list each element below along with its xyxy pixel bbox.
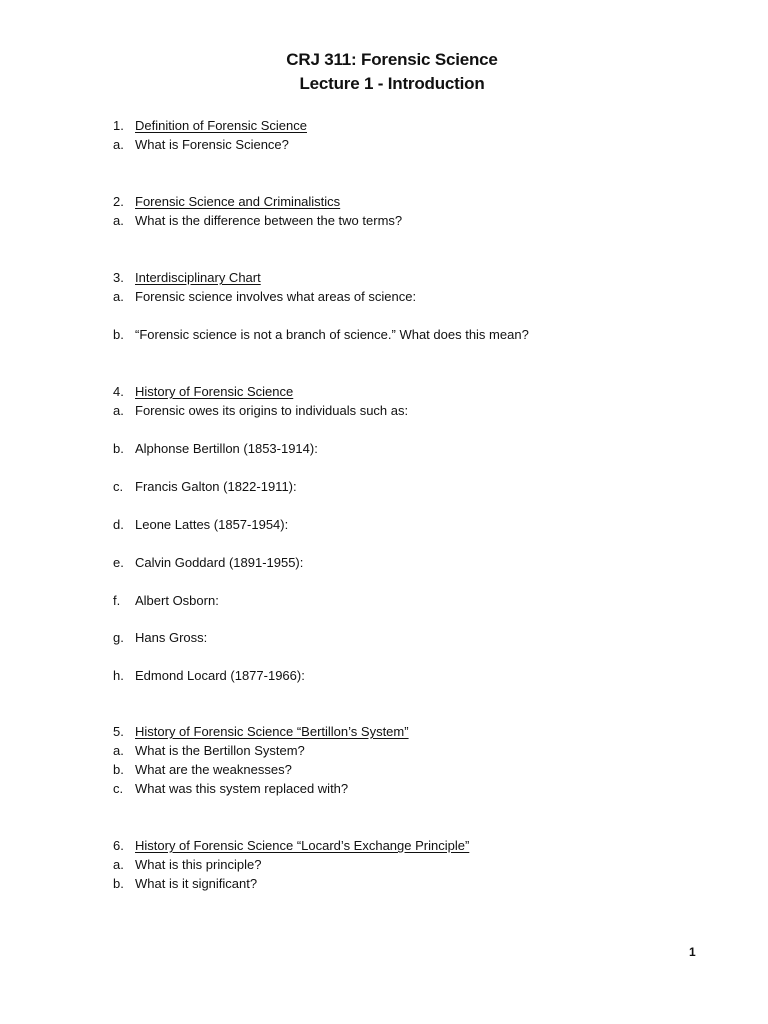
list-item bbox=[113, 743, 305, 759]
section-heading-text: Forensic Science and Criminalistics bbox=[135, 194, 341, 209]
section-heading bbox=[113, 384, 293, 400]
list-item bbox=[113, 593, 219, 609]
list-item bbox=[113, 555, 303, 571]
item-text: Albert Osborn: bbox=[135, 593, 219, 608]
list-item bbox=[113, 857, 261, 873]
item-marker: b. bbox=[113, 876, 124, 891]
list-item bbox=[113, 327, 529, 343]
list-item bbox=[113, 213, 402, 229]
section-heading-text: Interdisciplinary Chart bbox=[135, 270, 261, 285]
item-text: What was this system replaced with? bbox=[135, 781, 349, 796]
section-number: 6. bbox=[113, 838, 124, 853]
item-text: What are the weaknesses? bbox=[135, 762, 292, 777]
item-text: Francis Galton (1822-1911): bbox=[135, 479, 297, 494]
item-marker: h. bbox=[113, 668, 124, 683]
section-number: 3. bbox=[113, 270, 124, 285]
item-text: What is Forensic Science? bbox=[135, 137, 289, 152]
item-marker: a. bbox=[113, 743, 124, 758]
item-marker: a. bbox=[113, 137, 124, 152]
item-marker: c. bbox=[113, 479, 124, 494]
list-item bbox=[113, 876, 257, 892]
item-marker: a. bbox=[113, 403, 124, 418]
list-item bbox=[113, 517, 288, 533]
item-text: Calvin Goddard (1891-1955): bbox=[135, 555, 304, 570]
document-title: CRJ 311: Forensic Science bbox=[286, 50, 498, 69]
item-marker: d. bbox=[113, 517, 124, 532]
item-text: What is this principle? bbox=[135, 857, 262, 872]
list-item bbox=[113, 137, 289, 153]
section-heading-text: Definition of Forensic Science bbox=[135, 118, 307, 133]
section-heading bbox=[113, 724, 409, 740]
section-number: 2. bbox=[113, 194, 124, 209]
item-marker: a. bbox=[113, 213, 124, 228]
list-item bbox=[113, 289, 416, 305]
list-item bbox=[113, 630, 207, 646]
item-text: Hans Gross: bbox=[135, 630, 208, 645]
item-text: “Forensic science is not a branch of science.” What does this mean? bbox=[135, 327, 529, 342]
section-heading-text: History of Forensic Science “Locard’s Exchange Principle” bbox=[135, 838, 470, 853]
item-marker: g. bbox=[113, 630, 124, 645]
item-text: What is the Bertillon System? bbox=[135, 743, 305, 758]
item-text: Leone Lattes (1857-1954): bbox=[135, 517, 289, 532]
item-marker: e. bbox=[113, 555, 124, 570]
section-heading bbox=[113, 838, 469, 854]
item-text: What is it significant? bbox=[135, 876, 258, 891]
list-item bbox=[113, 781, 348, 797]
item-marker: c. bbox=[113, 781, 124, 796]
item-text: Forensic owes its origins to individuals such as: bbox=[135, 403, 409, 418]
section-number: 5. bbox=[113, 724, 124, 739]
document-subtitle: Lecture 1 - Introduction bbox=[299, 74, 485, 93]
page-number: 1 bbox=[689, 945, 696, 959]
list-item bbox=[113, 479, 297, 495]
item-marker: a. bbox=[113, 289, 124, 304]
item-marker: a. bbox=[113, 857, 124, 872]
list-item bbox=[113, 403, 408, 419]
section-heading bbox=[113, 270, 261, 286]
list-item bbox=[113, 762, 292, 778]
item-marker: f. bbox=[113, 593, 121, 608]
item-marker: b. bbox=[113, 441, 124, 456]
section-heading-text: History of Forensic Science bbox=[135, 384, 294, 399]
section-heading bbox=[113, 118, 307, 134]
list-item bbox=[113, 441, 318, 457]
item-text: What is the difference between the two terms? bbox=[135, 213, 403, 228]
item-text: Alphonse Bertillon (1853-1914): bbox=[135, 441, 318, 456]
item-text: Edmond Locard (1877-1966): bbox=[135, 668, 305, 683]
section-heading bbox=[113, 194, 340, 210]
section-number: 1. bbox=[113, 118, 124, 133]
list-item bbox=[113, 668, 305, 684]
section-heading-text: History of Forensic Science “Bertillon’s System” bbox=[135, 724, 409, 739]
item-marker: b. bbox=[113, 327, 124, 342]
item-marker: b. bbox=[113, 762, 124, 777]
item-text: Forensic science involves what areas of science: bbox=[135, 289, 417, 304]
section-number: 4. bbox=[113, 384, 124, 399]
